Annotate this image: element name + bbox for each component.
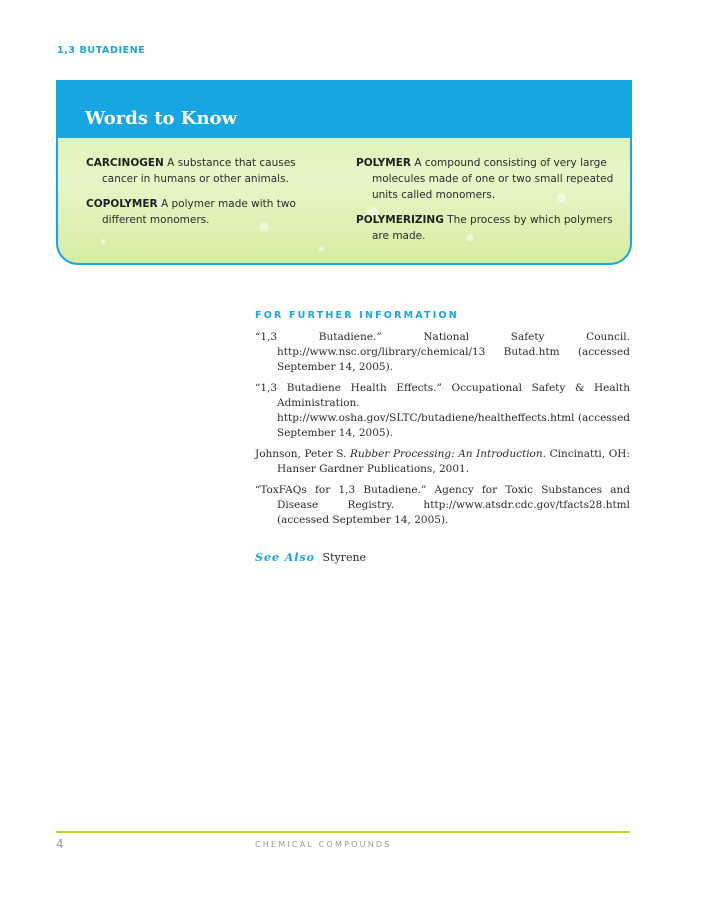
term-name: CARCINOGEN <box>86 157 164 169</box>
term-entry <box>356 212 614 244</box>
further-information-heading: FOR FURTHER INFORMATION <box>255 310 459 321</box>
term-definition: A compound consisting of very large molecules made of one or two small repeated units called monomers. <box>372 157 614 201</box>
running-foot: CHEMICAL COMPOUNDS <box>255 840 392 849</box>
reference-publisher: Cincinatti, OH: Hanser Gardner Publications, 2001. <box>277 448 631 475</box>
term-name: POLYMER <box>356 157 411 169</box>
term-definition: A substance that causes cancer in humans or other animals. <box>102 157 296 185</box>
words-to-know-box <box>56 80 632 265</box>
reference-entry: “1,3 Butadiene Health Effects.” Occupational Safety & Health Administration. http://www.osha.gov/SLTC/butadiene/healtheffects.html (accessed September 14, 2005). <box>255 382 630 439</box>
footer-rule <box>56 831 630 833</box>
further-information-section <box>255 308 630 565</box>
words-to-know-left-column <box>86 155 327 253</box>
term-entry <box>86 196 327 228</box>
words-to-know-header <box>58 82 630 138</box>
term-definition: A polymer made with two different monomers. <box>102 198 296 226</box>
words-to-know-title: Words to Know <box>85 107 238 129</box>
words-to-know-right-column <box>356 155 614 253</box>
term-entry <box>356 155 614 203</box>
running-head: 1,3 BUTADIENE <box>57 45 146 56</box>
reference-entry <box>255 447 630 477</box>
page-number: 4 <box>56 837 64 851</box>
term-name: COPOLYMER <box>86 198 158 210</box>
term-name: POLYMERIZING <box>356 214 444 226</box>
see-also-link[interactable]: Styrene <box>322 551 367 564</box>
reference-author: Johnson, Peter S. <box>255 448 351 460</box>
words-to-know-columns <box>58 138 630 253</box>
see-also <box>255 550 630 565</box>
reference-book-title: Rubber Processing: An Introduction. <box>350 448 546 460</box>
term-entry <box>86 155 327 187</box>
see-also-label: See Also <box>255 551 316 564</box>
term-definition: The process by which polymers are made. <box>372 214 613 242</box>
reference-entry: “1,3 Butadiene.” National Safety Council. http://www.nsc.org/library/chemical/13 Butad.htm (accessed September 14, 2005). <box>255 331 630 373</box>
reference-entry: “ToxFAQs for 1,3 Butadiene.” Agency for Toxic Substances and Disease Registry. http://www.atsdr.cdc.gov/tfacts28.html (accessed September 14, 2005). <box>255 484 630 526</box>
